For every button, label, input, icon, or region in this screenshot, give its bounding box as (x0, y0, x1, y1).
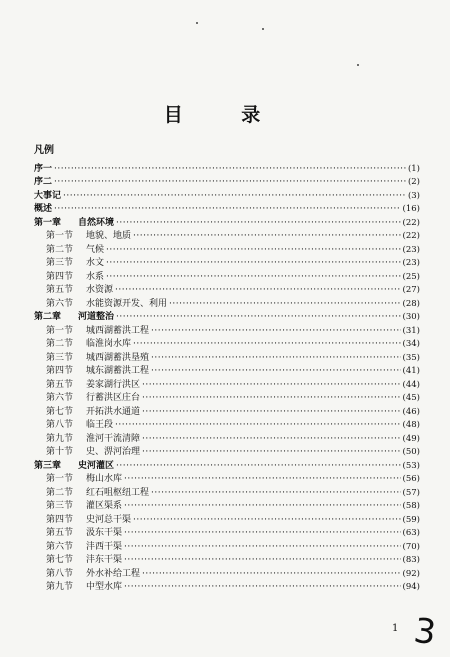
toc-entry (34, 581, 420, 595)
toc-entry-label (34, 527, 122, 541)
toc-entry-label (34, 433, 140, 447)
toc-entry-number: 第七节 (46, 406, 74, 417)
page-number: 1 (392, 623, 399, 634)
scan-speck (262, 28, 264, 30)
toc-entry-number: 第二节 (46, 339, 74, 349)
toc-entry (34, 379, 420, 393)
toc-entry-title: 史河总干渠 (86, 514, 132, 525)
toc-entry-page: (27) (402, 285, 420, 295)
toc-entry (34, 203, 420, 217)
leader-dots (124, 527, 401, 541)
toc-entry-page: (22) (402, 231, 420, 241)
toc-entry-title: 淮河干流清障 (86, 433, 141, 444)
toc-entry-title: 中型水库 (86, 582, 123, 592)
toc-entry (34, 176, 420, 190)
toc-entry-page: (35) (402, 352, 420, 363)
toc-entry-number: 第六节 (46, 393, 74, 403)
leader-dots (151, 487, 401, 501)
toc-entry (34, 352, 420, 366)
toc-entry-label (34, 541, 122, 555)
toc-entry-label (34, 311, 114, 325)
toc-entry-number: 第二节 (46, 244, 74, 255)
toc-entry-number: 第二节 (46, 487, 74, 498)
toc-entry-title: 史、淠河治理 (86, 447, 141, 457)
toc-entry-title: 大事记 (34, 190, 62, 201)
toc-entry-label (34, 176, 52, 190)
toc-entry (34, 338, 420, 352)
toc-entry-page: (28) (402, 298, 420, 309)
toc-entry-title: 沣西干渠 (86, 541, 123, 552)
toc-entry (34, 541, 420, 555)
toc-entry-number: 第五节 (46, 379, 74, 390)
toc-entry-page: (49) (402, 433, 420, 444)
handwritten-mark: 3 (411, 610, 439, 654)
leader-dots (63, 190, 406, 204)
toc-entry-number: 第三章 (34, 460, 62, 471)
toc-entry-label (34, 392, 140, 406)
toc-entry-title: 城西湖蓄洪工程 (86, 325, 150, 336)
toc-entry-number: 第三节 (46, 258, 74, 268)
toc-entry-label (34, 487, 149, 501)
toc-entry-label (34, 568, 140, 582)
toc-entry-label (34, 419, 113, 433)
toc-entry-number: 第五节 (46, 528, 74, 538)
toc-entry-title: 行蓄洪区庄台 (86, 393, 141, 403)
toc-entry (34, 406, 420, 420)
toc-entry-title: 汲东干渠 (86, 528, 123, 538)
toc-entry-page: (23) (402, 244, 420, 255)
toc-entry-title: 序一 (34, 163, 53, 174)
toc-entry-label (34, 271, 104, 285)
toc-entry-label (34, 500, 122, 514)
toc-entry (34, 514, 420, 528)
toc-entry (34, 230, 420, 244)
toc-entry-title: 沣东干渠 (86, 555, 123, 565)
leader-dots (142, 379, 401, 393)
toc-entry-title: 开拓洪水通道 (86, 406, 141, 417)
leader-dots (133, 338, 401, 352)
leader-dots (116, 217, 401, 231)
toc-entry-page: (1) (407, 163, 420, 174)
leader-dots (115, 284, 401, 298)
toc-entry-label (34, 365, 149, 379)
leader-dots (116, 460, 401, 474)
toc-entry-number: 第一节 (46, 325, 74, 336)
toc-entry (34, 487, 420, 501)
leader-dots (142, 433, 401, 447)
toc-entry-label (34, 460, 114, 474)
leader-dots (133, 230, 401, 244)
leader-dots (124, 581, 401, 595)
leader-dots (54, 203, 401, 217)
leader-dots (142, 392, 401, 406)
toc-entry-title: 临淮岗水库 (86, 339, 132, 349)
toc-entry (34, 554, 420, 568)
toc-entry-number: 第八节 (46, 568, 74, 579)
toc-entry-title: 河道整治 (78, 312, 115, 322)
toc-entry-number: 第十节 (46, 447, 74, 457)
toc-entry-page: (92) (402, 568, 420, 579)
leader-dots (106, 257, 401, 271)
toc-entry (34, 568, 420, 582)
toc-entry-title: 外水补给工程 (86, 568, 141, 579)
toc-entry-title: 自然环境 (78, 217, 115, 228)
toc-entry-page: (34) (402, 339, 420, 349)
toc-entry (34, 190, 420, 204)
toc-entry (34, 244, 420, 258)
toc-entry-title: 城东湖蓄洪工程 (86, 366, 150, 376)
toc-entry (34, 257, 420, 271)
leader-dots (124, 500, 401, 514)
toc-entry-page: (22) (402, 217, 420, 228)
toc-entry-title: 姜家湖行洪区 (86, 379, 141, 390)
toc-entry-page: (83) (402, 555, 420, 565)
toc-entry-label (34, 379, 140, 393)
toc-entry-page: (46) (402, 406, 420, 417)
toc-entry-page: (41) (402, 366, 420, 376)
toc-entry-title: 临王段 (86, 420, 114, 430)
toc-entry-title: 梅山水库 (86, 474, 123, 484)
leader-dots (116, 311, 401, 325)
toc-title: 目 录 (163, 104, 287, 126)
leader-dots (142, 568, 401, 582)
leader-dots (142, 446, 401, 460)
toc-entry (34, 473, 420, 487)
toc-entry-title: 概述 (34, 204, 53, 214)
toc-entry-page: (59) (402, 514, 420, 525)
toc-entry-title: 水系 (86, 271, 105, 282)
toc-entry-label (34, 203, 52, 217)
leader-dots (169, 298, 401, 312)
toc-entry-title: 水能资源开发、利用 (86, 298, 168, 309)
toc-entry (34, 325, 420, 339)
toc-entry-number: 第二章 (34, 312, 62, 322)
toc-entry-label (34, 217, 114, 231)
toc-entry-label (34, 581, 122, 595)
toc-entry-page: (23) (402, 258, 420, 268)
toc-entry (34, 433, 420, 447)
toc-entry (34, 392, 420, 406)
toc-entry-label (34, 230, 131, 244)
leader-dots (151, 365, 401, 379)
toc-entry (34, 217, 420, 231)
leader-dots (124, 473, 401, 487)
toc-entry-label (34, 338, 131, 352)
toc-entry-page: (53) (402, 460, 420, 471)
toc-entry-page: (30) (402, 312, 420, 322)
toc-entry-title: 水文 (86, 258, 105, 268)
toc-entry-label (34, 446, 140, 460)
toc-entry-label (34, 284, 113, 298)
table-of-contents (34, 144, 420, 595)
toc-entry-number: 第六节 (46, 298, 74, 309)
scan-speck (357, 64, 359, 66)
toc-entry-page: (50) (402, 447, 420, 457)
toc-entry-label (34, 406, 140, 420)
toc-entry-number: 第六节 (46, 541, 74, 552)
toc-entry-page: (31) (402, 325, 420, 336)
leader-dots (115, 419, 401, 433)
toc-entry-label (34, 325, 149, 339)
toc-entry (34, 311, 420, 325)
toc-entry (34, 163, 420, 177)
toc-entry (34, 298, 420, 312)
leader-dots (142, 406, 401, 420)
toc-entry (34, 365, 420, 379)
toc-entry-label (34, 298, 167, 312)
leader-dots (151, 325, 401, 339)
toc-entry-page: (70) (402, 541, 420, 552)
leader-dots (133, 514, 401, 528)
toc-entry-number: 第四节 (46, 366, 74, 376)
toc-entry-label (34, 473, 122, 487)
toc-entry-number: 第三节 (46, 501, 74, 511)
toc-entry (34, 271, 420, 285)
leader-dots (124, 554, 401, 568)
toc-entry-number: 第四节 (46, 514, 74, 525)
toc-entry-number: 第三节 (46, 352, 74, 363)
toc-entry (34, 527, 420, 541)
toc-entry-page: (45) (402, 393, 420, 403)
toc-entry-label (34, 163, 52, 177)
leader-dots (106, 244, 401, 258)
scan-speck (196, 22, 198, 24)
toc-entry (34, 460, 420, 474)
leader-dots (54, 163, 406, 177)
toc-entry-number: 第一节 (46, 474, 74, 484)
toc-entry-title: 水资源 (86, 285, 114, 295)
toc-entry (34, 500, 420, 514)
toc-entry-label (34, 257, 104, 271)
toc-entry-page: (2) (407, 177, 420, 187)
leader-dots (106, 271, 401, 285)
toc-entry-title: 地貌、地质 (86, 231, 132, 241)
toc-entry-number: 第五节 (46, 285, 74, 295)
toc-entry (34, 446, 420, 460)
toc-entry-page: (94) (402, 582, 420, 592)
toc-entry-number: 第九节 (46, 433, 74, 444)
toc-entry-label (34, 352, 149, 366)
toc-entry-page: (48) (402, 420, 420, 430)
toc-entry-label (34, 190, 61, 204)
toc-entry-label (34, 554, 122, 568)
toc-entry-number: 第四节 (46, 271, 74, 282)
toc-entry-title: 灌区渠系 (86, 501, 123, 511)
toc-entry-page: (25) (402, 271, 420, 282)
toc-entry-number: 第七节 (46, 555, 74, 565)
toc-entry-title: 红石咀枢纽工程 (86, 487, 150, 498)
toc-entries (34, 163, 420, 595)
toc-entry-page: (16) (402, 204, 420, 214)
toc-entry-page: (56) (402, 474, 420, 484)
toc-entry-number: 第九节 (46, 582, 74, 592)
leader-dots (54, 176, 406, 190)
toc-entry-title: 气候 (86, 244, 105, 255)
toc-entry-label (34, 244, 104, 258)
leader-dots (124, 541, 401, 555)
toc-entry-page: (63) (402, 528, 420, 538)
toc-entry-number: 第一章 (34, 217, 62, 228)
toc-entry-title: 城西湖蓄洪垦殖 (86, 352, 150, 363)
leader-dots (151, 352, 401, 366)
toc-entry-page: (57) (402, 487, 420, 498)
toc-entry-page: (3) (407, 190, 420, 201)
toc-entry (34, 419, 420, 433)
toc-entry-title: 史河灌区 (78, 460, 115, 471)
toc-entry (34, 284, 420, 298)
toc-entry-page: (44) (402, 379, 420, 390)
toc-entry-number: 第一节 (46, 231, 74, 241)
toc-entry-number: 第八节 (46, 420, 74, 430)
fanli-heading: 凡例 (34, 145, 54, 156)
toc-entry-page: (58) (402, 501, 420, 511)
toc-entry-title: 序二 (34, 177, 53, 187)
toc-entry-label (34, 514, 131, 528)
